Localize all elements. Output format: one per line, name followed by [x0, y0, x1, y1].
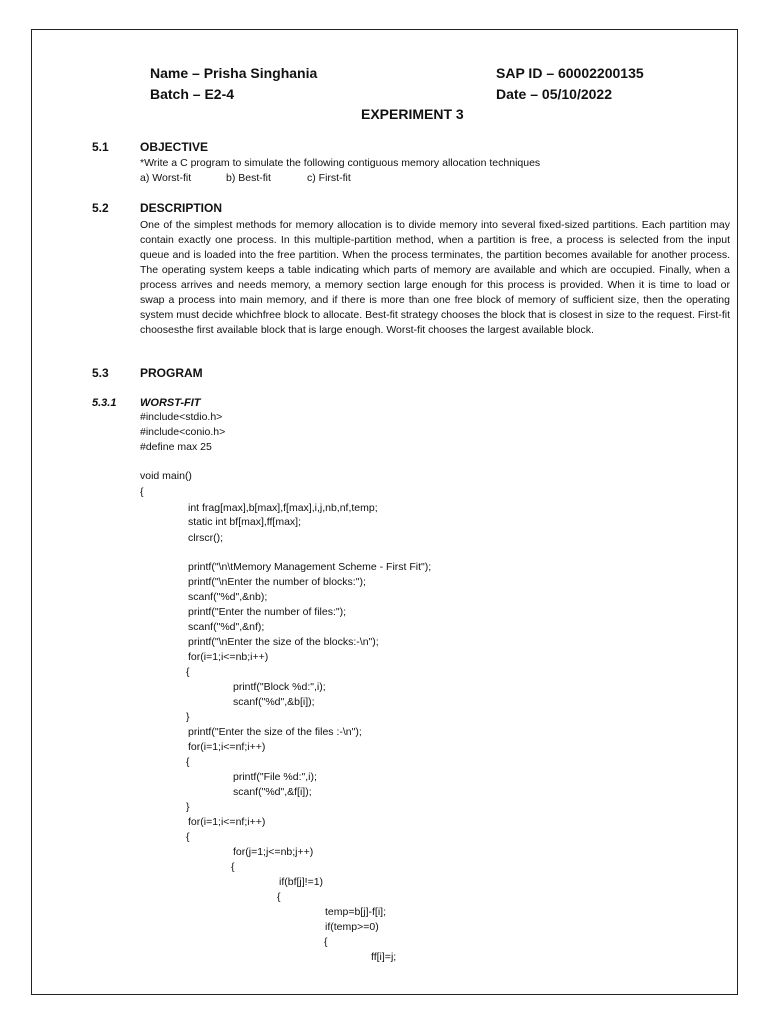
- code-line: {: [324, 936, 328, 948]
- code-line: void main(): [140, 470, 192, 482]
- page-border: [31, 29, 738, 995]
- batch: Batch – E2-4: [150, 86, 235, 102]
- code-line: static int bf[max],ff[max];: [188, 516, 302, 528]
- code-line: #include<stdio.h>: [140, 411, 223, 423]
- objective-option-b: b) Best-fit: [226, 172, 271, 184]
- objective-title: OBJECTIVE: [140, 140, 209, 154]
- code-line: printf("Enter the size of the files :-\n");: [188, 726, 362, 738]
- code-line: {: [277, 891, 281, 903]
- code-line: #include<conio.h>: [140, 426, 226, 438]
- code-line: scanf("%d",&b[i]);: [233, 696, 315, 708]
- code-line: #define max 25: [140, 441, 212, 453]
- code-line: {: [186, 756, 190, 768]
- description-paragraph: One of the simplest methods for memory allocation is to divide memory into several fixed-sized partitions. Each partition may contain exactly one process. In this multiple-partition method, when a partition is free, a process is selected from the input queue and is loaded into the free partition. When the process terminates, the partition becomes available for another process. The operating system keeps a table indicating which parts of memory are available and which are occupied. Finally, when a process arrives and needs memory, a memory section large enough for this process is provided. When it is time to load or swap a process into main memory, and if there is more than one free block of memory of sufficient size, then the operating system must decide whichfree block to allocate. Best-fit strategy chooses the block that is closest in size to the request. First-fit choosesthe first available block that is large enough. Worst-fit chooses the largest available block.: [140, 219, 730, 336]
- code-line: temp=b[j]-f[i];: [325, 906, 386, 918]
- code-line: {: [231, 861, 235, 873]
- code-line: printf("Enter the number of files:");: [188, 606, 347, 618]
- code-line: }: [186, 801, 190, 813]
- program-number: 5.3: [92, 366, 109, 380]
- experiment-title: EXPERIMENT 3: [361, 106, 464, 122]
- code-line: for(j=1;j<=nb;j++): [233, 846, 314, 858]
- description-number: 5.2: [92, 201, 109, 215]
- code-line: int frag[max],b[max],f[max],i,j,nb,nf,temp;: [188, 502, 378, 514]
- date: Date – 05/10/2022: [496, 86, 612, 102]
- code-line: {: [186, 666, 190, 678]
- objective-option-c: c) First-fit: [307, 172, 351, 184]
- description-title: DESCRIPTION: [140, 201, 223, 215]
- code-line: ff[i]=j;: [371, 951, 397, 963]
- code-line: printf("Block %d:",i);: [233, 681, 326, 693]
- code-line: scanf("%d",&f[i]);: [233, 786, 312, 798]
- code-line: printf("File %d:",i);: [233, 771, 317, 783]
- code-line: for(i=1;i<=nf;i++): [188, 741, 266, 753]
- code-line: scanf("%d",&nb);: [188, 591, 268, 603]
- code-line: for(i=1;i<=nf;i++): [188, 816, 266, 828]
- student-name: Name – Prisha Singhania: [150, 65, 318, 81]
- code-line: scanf("%d",&nf);: [188, 621, 265, 633]
- code-line: {: [140, 486, 144, 498]
- sap-id: SAP ID – 60002200135: [496, 65, 644, 81]
- code-line: printf("\nEnter the size of the blocks:-\n");: [188, 636, 379, 648]
- code-line: if(bf[j]!=1): [279, 876, 324, 888]
- code-line: for(i=1;i<=nb;i++): [188, 651, 269, 663]
- program-title: PROGRAM: [140, 366, 203, 380]
- objective-option-a: a) Worst-fit: [140, 172, 192, 184]
- code-line: }: [186, 711, 190, 723]
- objective-text: *Write a C program to simulate the following contiguous memory allocation techniques: [140, 157, 541, 169]
- code-line: if(temp>=0): [325, 921, 379, 933]
- code-line: printf("\n\tMemory Management Scheme - First Fit");: [188, 561, 432, 573]
- objective-number: 5.1: [92, 140, 109, 154]
- subsection-title: WORST-FIT: [140, 397, 201, 409]
- subsection-number: 5.3.1: [92, 397, 117, 409]
- code-line: {: [186, 831, 190, 843]
- code-line: clrscr();: [188, 532, 223, 544]
- code-line: printf("\nEnter the number of blocks:");: [188, 576, 366, 588]
